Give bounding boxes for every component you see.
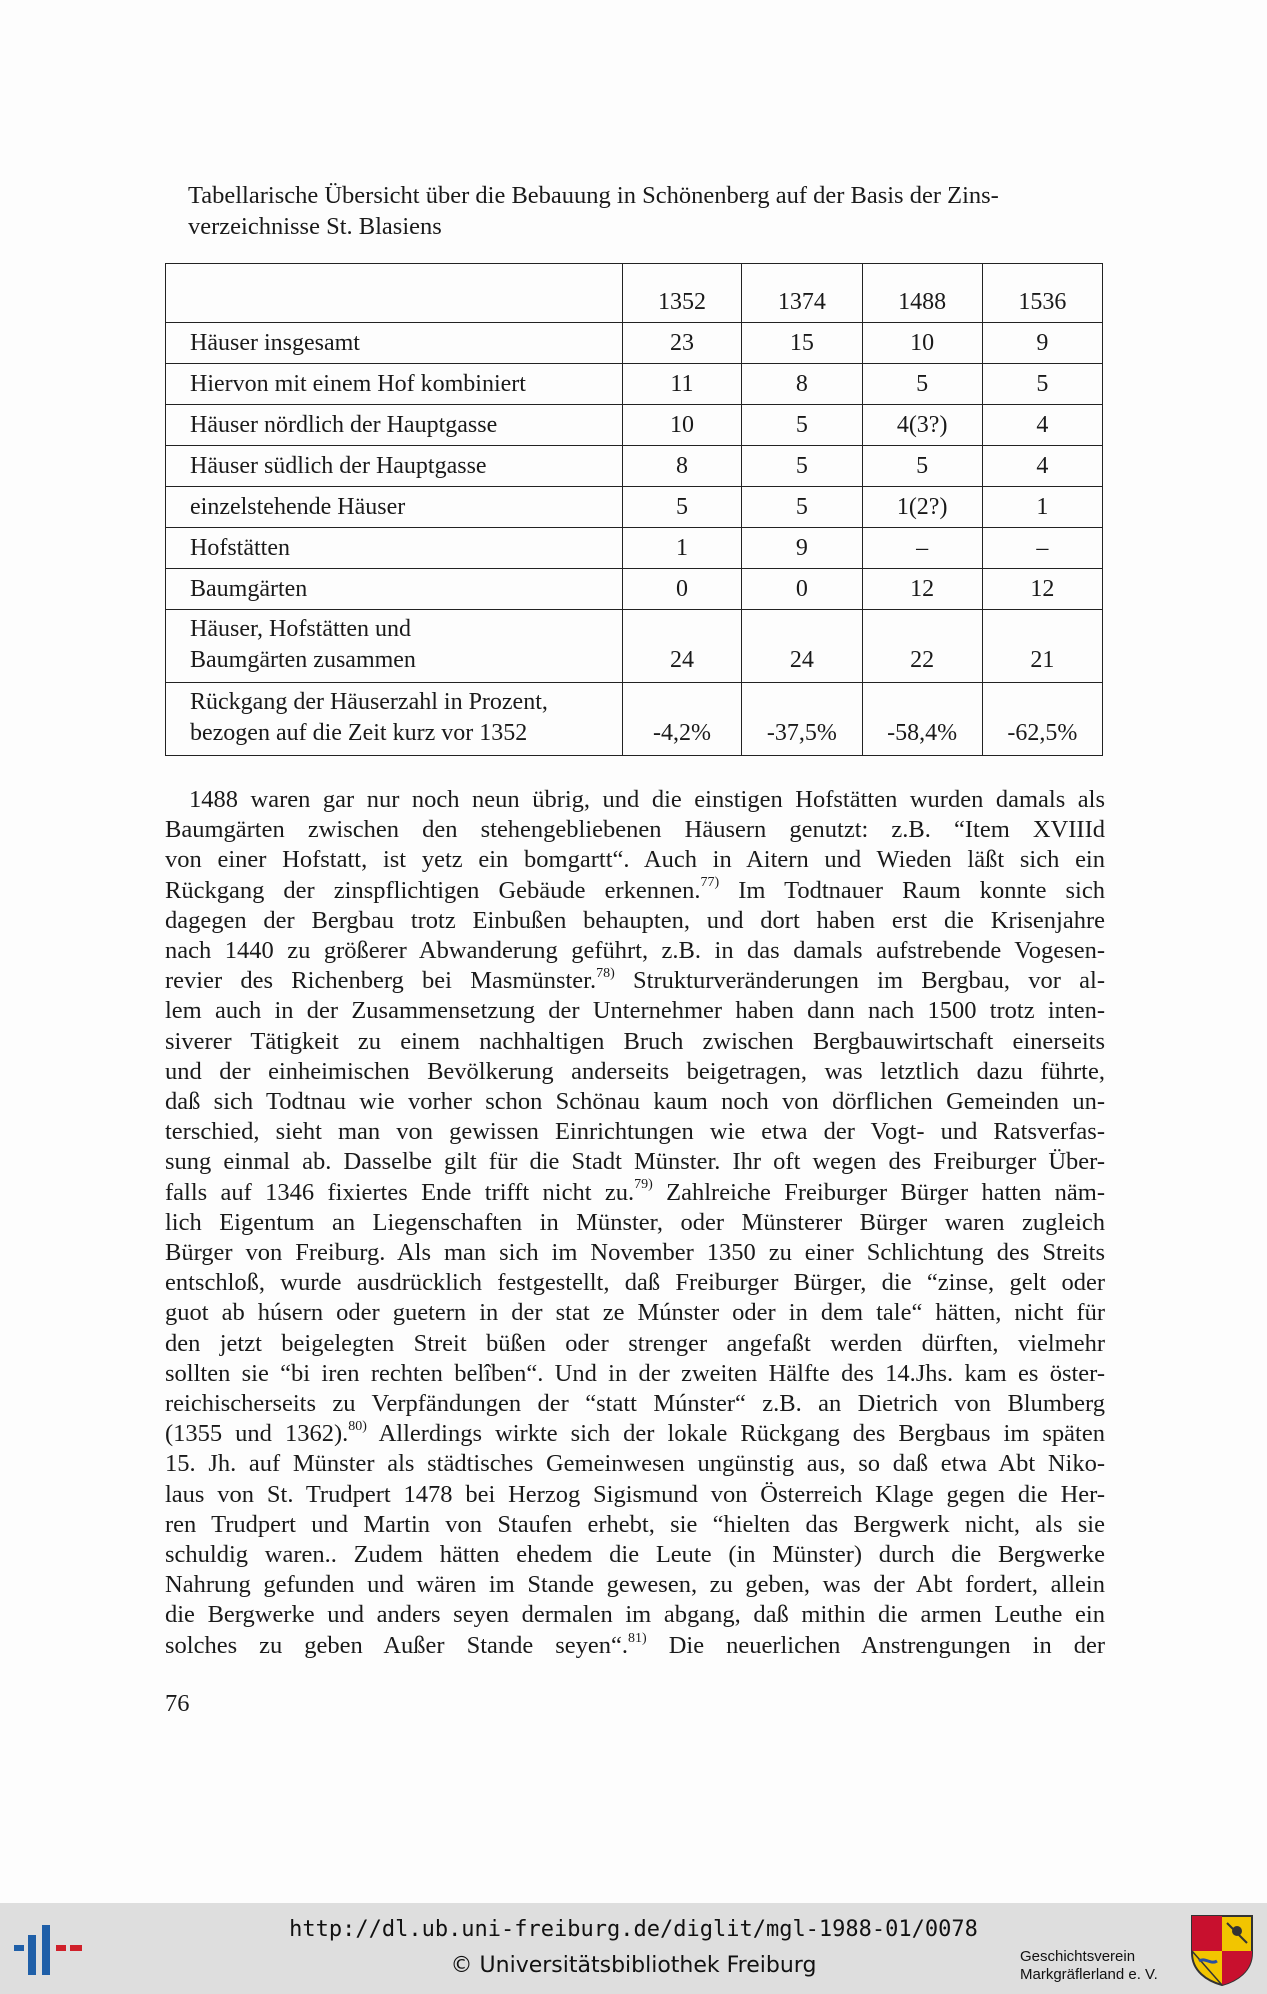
table-cell: 24 — [742, 610, 862, 683]
row-label — [166, 569, 623, 610]
row-label-line: Häuser insgesamt — [190, 330, 360, 356]
footnote-marker[interactable]: 80) — [348, 1419, 367, 1435]
footnote-marker[interactable]: 79) — [634, 1177, 653, 1193]
body-line: solches zu geben Außer Stande seyen“.$^{81)}$ Die neuerlichen Anstrengungen in der — [165, 1630, 1105, 1659]
body-line: Baumgärten zwischen den stehengebliebenen Häusern genutzt: z.B. “Item XVIIId — [165, 816, 1105, 844]
row-label-line: Häuser, Hofstätten und — [190, 616, 411, 642]
society-line: Markgräflerland e. V. — [1020, 1966, 1158, 1983]
footer-bar — [0, 1903, 1267, 1994]
body-line: Nahrung gefunden und wären im Stande gewesen, zu geben, was der Abt fordert, allein — [165, 1571, 1105, 1599]
row-label — [166, 487, 623, 528]
table-cell: 10 — [862, 323, 982, 364]
coat-of-arms-icon[interactable] — [1189, 1913, 1255, 1987]
row-label-line: Häuser nördlich der Hauptgasse — [190, 412, 498, 438]
buildings-table — [165, 263, 1103, 756]
body-line: sung einmal ab. Dasselbe gilt für die Stadt Münster. Ihr oft wegen des Freiburger Über- — [165, 1148, 1105, 1176]
table-row — [166, 569, 1103, 610]
table-cell: 4 — [982, 405, 1102, 446]
row-label — [166, 683, 623, 756]
body-line: Rückgang der zinspflichtigen Gebäude erkennen.$^{77)}$ Im Todtnauer Raum konnte sich — [165, 875, 1105, 904]
body-line: reichischerseits zu Verpfändungen der “statt Múnster“ z.B. an Dietrich von Blumberg — [165, 1390, 1105, 1418]
body-line: revier des Richenberg bei Masmünster.$^{78)}$ Strukturveränderungen im Bergbau, vor al- — [165, 966, 1105, 995]
body-line: lich Eigentum an Liegenschaften in Münster, oder Münsterer Bürger waren zugleich — [165, 1208, 1105, 1236]
body-line: entschloß, wurde ausdrücklich festgestellt, daß Freiburger Bürger, die “zinse, gelt oder — [165, 1269, 1105, 1297]
table-row — [166, 610, 1103, 683]
table-caption — [188, 180, 1106, 242]
table-cell: – — [862, 528, 982, 569]
table-row — [166, 528, 1103, 569]
table-header-cell: 1488 — [862, 264, 982, 323]
table-cell: 9 — [982, 323, 1102, 364]
table-cell: 5 — [862, 364, 982, 405]
table-cell: 8 — [742, 364, 862, 405]
footnote-marker[interactable]: 81) — [628, 1630, 647, 1646]
table-row — [166, 364, 1103, 405]
row-label-line: Häuser südlich der Hauptgasse — [190, 453, 487, 479]
table-row — [166, 446, 1103, 487]
table-cell: -4,2% — [622, 683, 742, 756]
row-label-line: einzelstehende Häuser — [190, 494, 406, 520]
society-name — [1020, 1948, 1158, 1984]
table-cell: 23 — [622, 323, 742, 364]
row-label-line: Baumgärten — [190, 576, 308, 602]
body-line: Bürger von Freiburg. Als man sich im November 1350 zu einer Schlichtung des Streits — [165, 1239, 1105, 1267]
table-cell: 22 — [862, 610, 982, 683]
body-text — [165, 785, 1105, 1661]
table-row — [166, 405, 1103, 446]
table-cell: 24 — [622, 610, 742, 683]
table-header-cell: 1374 — [742, 264, 862, 323]
table-cell: 8 — [622, 446, 742, 487]
row-label — [166, 610, 623, 683]
row-label-line: bezogen auf die Zeit kurz vor 1352 — [190, 720, 528, 746]
table-row — [166, 323, 1103, 364]
row-label — [166, 364, 623, 405]
table-cell: 15 — [742, 323, 862, 364]
body-line: lem auch in der Zusammensetzung der Unternehmer haben dann nach 1500 trotz inten- — [165, 997, 1105, 1025]
table-cell: – — [982, 528, 1102, 569]
body-line: und der einheimischen Bevölkerung anderseits beigetragen, was letztlich dazu führte, — [165, 1057, 1105, 1085]
table-cell: 21 — [982, 610, 1102, 683]
body-line: dagegen der Bergbau trotz Einbußen behaupten, und dort haben erst die Krisenjahre — [165, 906, 1105, 934]
body-line: nach 1440 zu größerer Abwanderung geführt, z.B. in das damals aufstrebende Vogesen- — [165, 937, 1105, 965]
table-cell: 1 — [982, 487, 1102, 528]
page-number: 76 — [165, 1690, 190, 1717]
row-label-line: Hofstätten — [190, 535, 290, 561]
table-row — [166, 487, 1103, 528]
society-line: Geschichtsverein — [1020, 1948, 1136, 1965]
table-header-row — [166, 264, 1103, 323]
body-line: daß sich Todtnau wie vorher schon Schönau kaum noch von dörflichen Gemeinden un- — [165, 1088, 1105, 1116]
row-label-line: Rückgang der Häuserzahl in Prozent, — [190, 689, 548, 715]
table-cell: 10 — [622, 405, 742, 446]
table-cell: 5 — [622, 487, 742, 528]
table-cell: -58,4% — [862, 683, 982, 756]
table-header-cell: 1352 — [622, 264, 742, 323]
table-header-cell — [166, 264, 623, 323]
table-cell: 12 — [862, 569, 982, 610]
caption-line: Tabellarische Übersicht über die Bebauung in Schönenberg auf der Basis der Zins- — [188, 182, 999, 209]
copyright-text: © Universitätsbibliothek Freiburg — [450, 1953, 817, 1978]
row-label-line: Baumgärten zusammen — [190, 647, 416, 673]
body-line: von einer Hofstatt, ist yetz ein bomgartt“. Auch in Aitern und Wieden läßt sich ein — [165, 846, 1105, 874]
footnote-marker[interactable]: 78) — [596, 966, 615, 982]
table-cell: 12 — [982, 569, 1102, 610]
body-line: falls auf 1346 fixiertes Ende trifft nicht zu.$^{79)}$ Zahlreiche Freiburger Bürger hatten näm- — [165, 1177, 1105, 1206]
table-cell: 5 — [742, 446, 862, 487]
source-url-link[interactable]: http://dl.ub.uni-freiburg.de/diglit/mgl-1988-01/0078 — [289, 1917, 978, 1942]
body-line: laus von St. Trudpert 1478 bei Herzog Sigismund von Österreich Klage gegen die Her- — [165, 1480, 1105, 1508]
table-cell: 1 — [622, 528, 742, 569]
table-cell: 0 — [622, 569, 742, 610]
body-line: sollten sie “bi iren rechten belîben“. Und in der zweiten Hälfte des 14.Jhs. kam es öster- — [165, 1359, 1105, 1387]
row-label — [166, 528, 623, 569]
table-cell: 9 — [742, 528, 862, 569]
table-cell: -37,5% — [742, 683, 862, 756]
table-cell: 5 — [862, 446, 982, 487]
table-cell: 5 — [742, 487, 862, 528]
table-cell: 1(2?) — [862, 487, 982, 528]
body-line: ren Trudpert und Martin von Staufen erhebt, sie “hielten das Bergwerk nicht, als sie — [165, 1510, 1105, 1538]
footnote-marker[interactable]: 77) — [700, 875, 720, 891]
table-cell: 4(3?) — [862, 405, 982, 446]
table-cell: 5 — [742, 405, 862, 446]
row-label — [166, 405, 623, 446]
caption-line: verzeichnisse St. Blasiens — [188, 213, 442, 240]
body-line: die Bergwerke und anders seyen dermalen im abgang, daß mithin die armen Leuthe ein — [165, 1601, 1105, 1629]
body-line: terschied, sieht man von gewissen Einrichtungen wie etwa der Vogt- und Ratsverfas- — [165, 1118, 1105, 1146]
table-header-cell: 1536 — [982, 264, 1102, 323]
table-cell: -62,5% — [982, 683, 1102, 756]
body-line: (1355 und 1362).$^{80)}$ Allerdings wirkte sich der lokale Rückgang des Bergbaus im späten — [165, 1419, 1105, 1448]
table-row — [166, 683, 1103, 756]
body-line: 1488 waren gar nur noch neun übrig, und die einstigen Hofstätten wurden damals als — [189, 786, 1105, 813]
table-cell: 0 — [742, 569, 862, 610]
row-label — [166, 323, 623, 364]
row-label-line: Hiervon mit einem Hof kombiniert — [190, 371, 526, 397]
table-cell: 5 — [982, 364, 1102, 405]
body-line: siverer Tätigkeit zu einem nachhaltigen Bruch zwischen Bergbauwirtschaft einerseits — [165, 1027, 1105, 1055]
row-label — [166, 446, 623, 487]
body-line: den jetzt beigelegten Streit büßen oder strenger angefaßt werden dürften, vielmehr — [165, 1329, 1105, 1357]
body-line: 15. Jh. auf Münster als städtisches Gemeinwesen ungünstig aus, so daß etwa Abt Niko- — [165, 1450, 1105, 1478]
table-cell: 11 — [622, 364, 742, 405]
table-cell: 4 — [982, 446, 1102, 487]
body-line: schuldig waren.. Zudem hätten ehedem die Leute (in Münster) durch die Bergwerke — [165, 1541, 1105, 1569]
body-line: guot ab húsern oder guetern in der stat ze Múnster oder in dem tale“ hätten, nicht für — [165, 1299, 1105, 1327]
